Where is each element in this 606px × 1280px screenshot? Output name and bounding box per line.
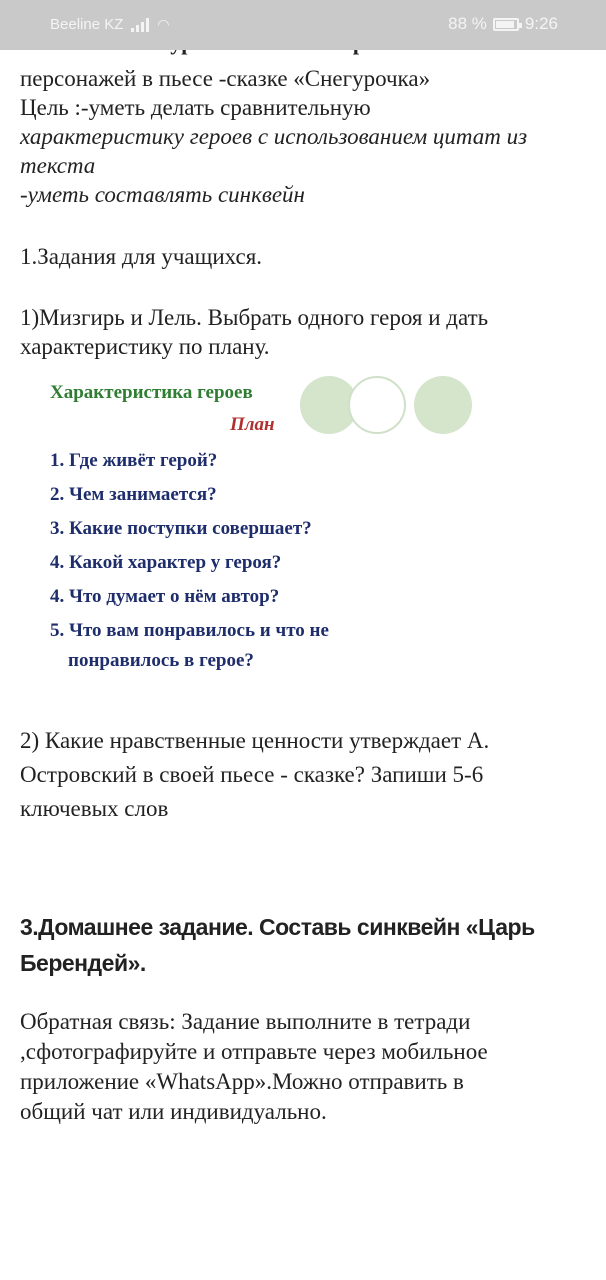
task1-line-1: 1)Мизгирь и Лель. Выбрать одного героя и дать — [20, 305, 489, 330]
plan-item: 4. Что думает о нём автор? — [50, 586, 280, 607]
clock: 9:26 — [524, 14, 558, 33]
task1-line-2: характеристику по плану. — [20, 334, 270, 359]
plan-item: 2. Чем занимается? — [50, 484, 217, 505]
signal-icon — [131, 18, 149, 32]
task2-line-1: 2) Какие нравственные ценности утверждает А. — [20, 728, 490, 753]
decor-circle — [414, 376, 472, 434]
status-bar — [0, 0, 606, 50]
plan-item: понравилось в герое? — [68, 650, 254, 671]
status-right — [448, 14, 558, 34]
homework-line-1: 3.Домашнее задание. Составь синквейн «Царь — [20, 914, 535, 940]
task2-line-2: Островский в своей пьесе - сказке? Запиши 5-6 — [20, 762, 484, 787]
plan-item: 5. Что вам понравилось и что не — [50, 620, 329, 641]
plan-item: 1. Где живёт герой? — [50, 450, 218, 471]
lesson-title: персонажей в пьесе -сказке «Снегурочка» — [20, 66, 431, 91]
goal-line-3: текста — [20, 153, 96, 178]
battery-percent: 88 % — [448, 14, 487, 33]
feedback-line-4: общий чат или индивидуально. — [20, 1099, 327, 1124]
wifi-icon: ◠ — [157, 16, 170, 32]
status-left — [50, 16, 170, 33]
decor-circle — [348, 376, 406, 434]
goal-line-2: характеристику героев с использованием цитат из — [20, 124, 528, 149]
task-heading: 1.Задания для учащихся. — [20, 244, 263, 269]
goal-line-1: Цель :-уметь делать сравнительную — [20, 95, 371, 120]
feedback-line-3: приложение «WhatsApp».Можно отправить в — [20, 1069, 464, 1094]
battery-icon — [493, 18, 519, 31]
plan-title: Характеристика героев — [50, 382, 253, 403]
feedback-line-1: Обратная связь: Задание выполните в тетради — [20, 1009, 471, 1034]
plan-item: 4. Какой характер у героя? — [50, 552, 282, 573]
plan-item: 3. Какие поступки совершает? — [50, 518, 312, 539]
goal-line-4: -уметь составлять синквейн — [20, 182, 305, 207]
homework-line-2: Берендей». — [20, 950, 146, 976]
feedback-line-2: ,сфотографируйте и отправьте через мобильное — [20, 1039, 488, 1064]
plan-image — [50, 376, 530, 676]
carrier-label: Beeline KZ — [50, 16, 124, 33]
task2-line-3: ключевых слов — [20, 796, 169, 821]
plan-subtitle: План — [230, 414, 275, 435]
